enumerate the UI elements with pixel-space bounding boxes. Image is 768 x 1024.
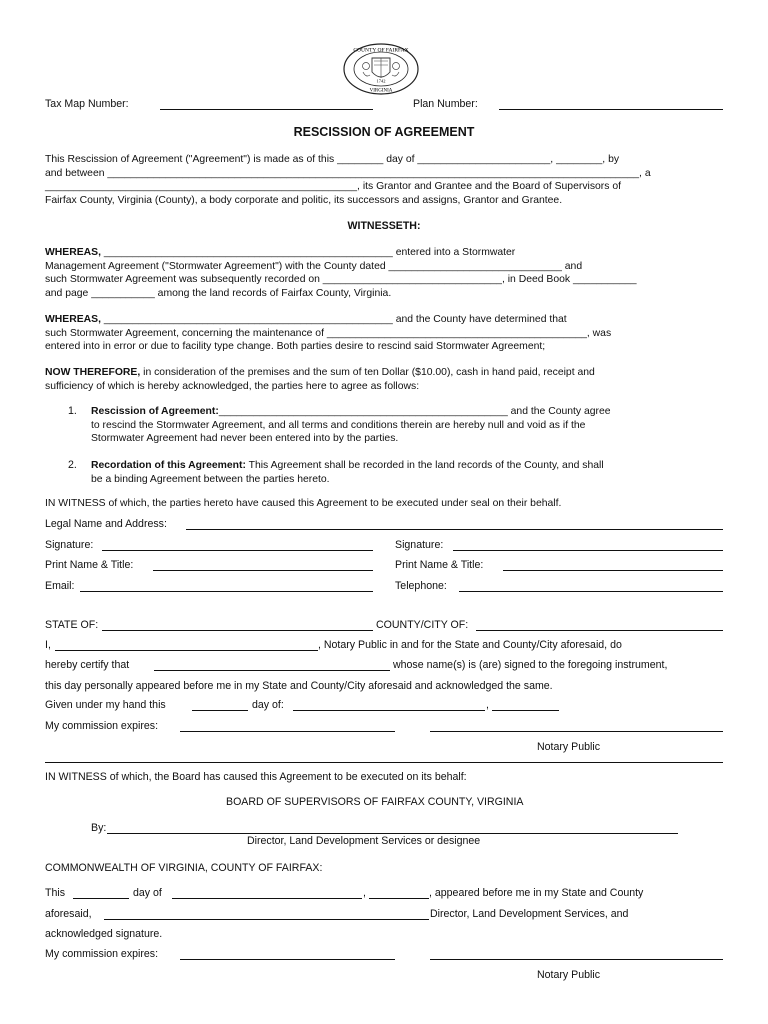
item-number-1: 1. (68, 405, 77, 417)
rescission-clause: Rescission of Agreement:__________________________________________________ and the County agree to rescind the Stormwater Agreement, and all terms and conditions therein are hereby null and void as if the Stormwater Agreement had never been entered into by the parties. (91, 406, 611, 445)
plan-number-field[interactable] (499, 109, 723, 110)
notary-i-label: I, (45, 639, 51, 651)
notary-public-label-2: Notary Public (537, 969, 600, 981)
director-text-2: Director, Land Development Services, and (430, 908, 629, 920)
appeared-text-2: , appeared before me in my State and County (429, 887, 644, 899)
item-number-2: 2. (68, 459, 77, 471)
this-label: This (45, 887, 66, 899)
certify-text: whose name(s) is (are) signed to the foregoing instrument, (393, 659, 668, 671)
certify-label: hereby certify that (45, 659, 130, 671)
telephone-label: Telephone: (395, 580, 447, 592)
email-field[interactable] (80, 591, 373, 592)
witnesseth-heading: WITNESSETH: (347, 220, 421, 232)
plan-number-label: Plan Number: (413, 98, 478, 110)
certify-name-field[interactable] (154, 670, 390, 671)
print-name-label-left: Print Name & Title: (45, 559, 134, 571)
tax-map-label: Tax Map Number: (45, 98, 129, 110)
section-divider (45, 762, 723, 763)
day-of-label-2: day of (133, 887, 162, 899)
comma-2: , (363, 887, 366, 899)
svg-text:COUNTY OF FAIRFAX: COUNTY OF FAIRFAX (353, 47, 409, 54)
given-day-field[interactable] (192, 710, 248, 711)
witness-parties-text: IN WITNESS of which, the parties hereto have caused this Agreement to be executed under seal on their behalf. (45, 498, 562, 509)
aforesaid-label: aforesaid, (45, 908, 92, 920)
commission-label-1: My commission expires: (45, 720, 159, 732)
director-caption: Director, Land Development Services or designee (247, 835, 481, 847)
print-name-label-right: Print Name & Title: (395, 559, 484, 571)
intro-line: Fairfax County, Virginia (County), a body corporate and politic, its successors and assigns, Grantor and Grantee. (45, 195, 563, 207)
email-label: Email: (45, 580, 75, 592)
legal-name-label: Legal Name and Address: (45, 518, 167, 530)
print-name-field-left[interactable] (153, 570, 373, 571)
month-field-2[interactable] (172, 898, 362, 899)
signature-field-left[interactable] (102, 550, 373, 551)
signature-label-right: Signature: (395, 539, 444, 551)
given-day-of-label: day of: (252, 699, 284, 711)
given-year-field[interactable] (492, 710, 559, 711)
county-seal-icon (341, 42, 421, 96)
svg-text:VIRGINIA: VIRGINIA (369, 88, 393, 94)
tax-map-number-field[interactable] (160, 109, 373, 110)
svg-text:1742: 1742 (376, 78, 386, 84)
year-field-2[interactable] (369, 898, 429, 899)
given-month-field[interactable] (293, 710, 485, 711)
board-name: BOARD OF SUPERVISORS OF FAIRFAX COUNTY, VIRGINIA (226, 796, 524, 808)
commission-field-2[interactable] (180, 959, 395, 960)
notary-signature-field-1[interactable] (430, 731, 723, 732)
notary-name-field[interactable] (55, 650, 318, 651)
notary-public-label-1: Notary Public (537, 741, 600, 753)
intro-paragraph (45, 153, 651, 208)
commission-label-2: My commission expires: (45, 948, 159, 960)
acknowledged-text: acknowledged signature. (45, 928, 163, 940)
county-city-field[interactable] (476, 630, 723, 631)
intro-line: ______________________________________________________, its Grantor and Grantee and the Board of Supervisors of (45, 181, 622, 193)
intro-line: This Rescission of Agreement ("Agreement") is made as of this ________ day of _______________________, ________, by (45, 154, 620, 165)
whereas-paragraph-1: WHEREAS, __________________________________________________ entered into a Stormwater Management Agreement ("Stormwater Agreement") with the County dated ______________________________ and such Stormwater Agreement was subsequently recorded on _______________________________, in Deed Book ___________ and page ___________ among the land records of Fairfax County, Virginia. (45, 247, 637, 300)
given-comma: , (486, 699, 489, 711)
commonwealth-heading: COMMONWEALTH OF VIRGINIA, COUNTY OF FAIRFAX: (45, 862, 323, 874)
given-hand-label: Given under my hand this (45, 699, 166, 711)
recordation-clause: Recordation of this Agreement: This Agreement shall be recorded in the land records of the County, and shall be a binding Agreement between the parties hereto. (91, 460, 604, 485)
notary-i-text: , Notary Public in and for the State and County/City aforesaid, do (318, 639, 622, 651)
board-signature-field[interactable] (107, 833, 678, 834)
print-name-field-right[interactable] (503, 570, 723, 571)
board-witness-text: IN WITNESS of which, the Board has caused this Agreement to be executed on its behalf: (45, 771, 467, 783)
now-therefore-paragraph: NOW THEREFORE, in consideration of the premises and the sum of ten Dollar ($10.00), cash in hand paid, receipt and sufficiency of which is hereby acknowledged, the parties here to agree as follows: (45, 367, 595, 392)
commission-field-1[interactable] (180, 731, 395, 732)
telephone-field[interactable] (459, 591, 723, 592)
state-of-field[interactable] (102, 630, 373, 631)
board-by-label: By: (91, 822, 107, 834)
whereas-paragraph-2: WHEREAS, __________________________________________________ and the County have determined that such Stormwater Agreement, concerning the maintenance of _____________________________________________, was entered into in error or due to facility type change. Both parties desire to rescind said Stormwater Agreement; (45, 314, 612, 353)
director-name-field[interactable] (104, 919, 429, 920)
county-city-label: COUNTY/CITY OF: (376, 619, 469, 631)
signature-label-left: Signature: (45, 539, 94, 551)
legal-name-field[interactable] (186, 529, 723, 530)
signature-field-right[interactable] (453, 550, 723, 551)
appeared-text: this day personally appeared before me in my State and County/City aforesaid and acknowledged the same. (45, 680, 553, 692)
day-field-2[interactable] (73, 898, 129, 899)
document-title: RESCISSION OF AGREEMENT (293, 125, 475, 139)
notary-signature-field-2[interactable] (430, 959, 723, 960)
intro-line: and between ____________________________________________________________________________________________, a (45, 167, 651, 179)
state-of-label: STATE OF: (45, 619, 99, 631)
